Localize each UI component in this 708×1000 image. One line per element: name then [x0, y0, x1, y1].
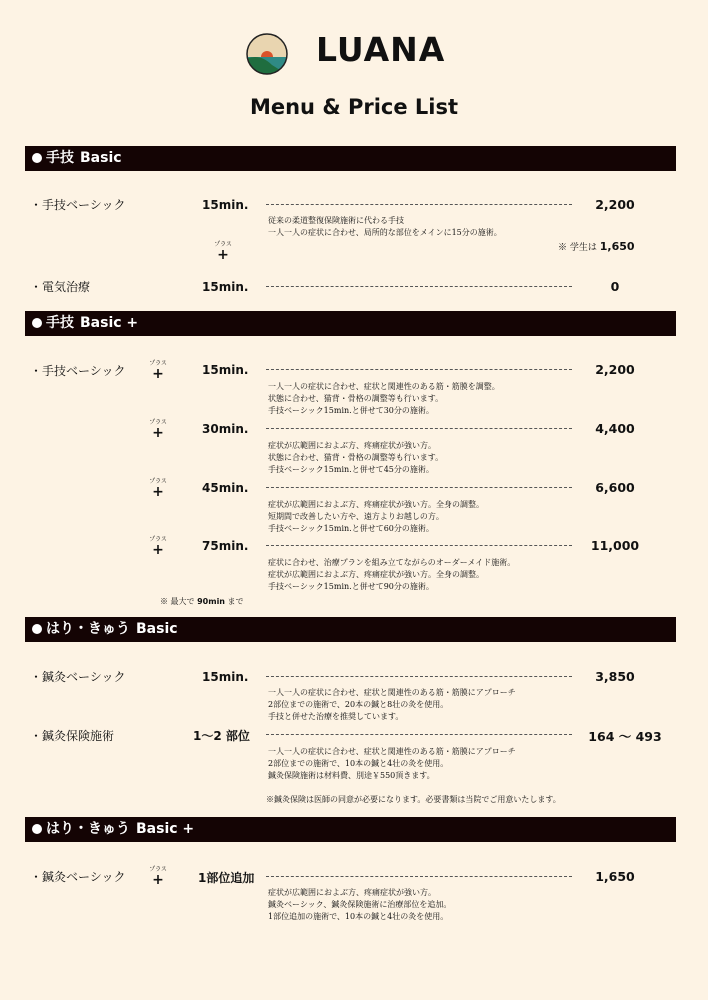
max-duration-note: ※ 最大で 90min まで — [160, 597, 244, 606]
plus-marker: プラス + — [149, 536, 167, 558]
menu-item-price: 2,200 — [595, 197, 635, 212]
leader-line — [266, 204, 572, 205]
menu-item-price: 6,600 — [595, 480, 635, 495]
leader-line — [266, 487, 572, 488]
menu-item-price: 4,400 — [595, 421, 635, 436]
menu-item-price: 164 〜 493 — [588, 729, 662, 744]
insurance-note: ※鍼灸保険は医師の同意が必要になります。必要書類は当院でご用意いたします。 — [266, 795, 561, 804]
plus-marker: プラス + — [149, 866, 167, 888]
leader-line — [266, 545, 572, 546]
menu-item-description: 一人一人の症状に合わせ、症状と関連性のある筋・筋膜にアプローチ 2部位までの施術で、10本の鍼と4壮の灸を使用。 鍼灸保険施術は材料費、別途￥550頂きます。 — [268, 747, 516, 780]
menu-item-duration: 15min. — [202, 363, 249, 377]
menu-item-price: 2,200 — [595, 362, 635, 377]
menu-item-price: 0 — [610, 279, 620, 294]
bullet-dot-icon — [32, 624, 42, 634]
menu-item-name: ・手技ベーシック — [30, 364, 126, 378]
menu-item-duration: 15min. — [202, 198, 249, 212]
section-header-basic: 手技 Basic — [25, 146, 676, 171]
menu-item-description: 従来の柔道整復保険施術に代わる手技 一人一人の症状に合わせ、局所的な部位をメインに15分の施術。 — [268, 216, 502, 237]
bullet-dot-icon — [32, 318, 42, 328]
menu-item-description: 症状が広範囲におよぶ方、疼痛症状が強い方。 鍼灸ベーシック、鍼灸保険施術に治療部位を追加。 1部位追加の施術で、10本の鍼と4壮の灸を使用。 — [268, 888, 452, 921]
student-price: ※ 学生は 1,650 — [558, 240, 635, 253]
leader-line — [266, 734, 572, 735]
menu-item-duration: 45min. — [202, 481, 249, 495]
menu-item-name: ・電気治療 — [30, 280, 91, 294]
menu-item-name: ・手技ベーシック — [30, 198, 126, 212]
leader-line — [266, 286, 572, 287]
section-header-acupuncture-basic-plus: はり・きゅう Basic + — [25, 817, 676, 842]
leader-line — [266, 676, 572, 677]
plus-marker: プラス + — [149, 419, 167, 441]
menu-item-duration: 1〜2 部位 — [193, 729, 250, 743]
page-title: Menu & Price List — [249, 95, 459, 119]
brand-name: LUANA — [316, 30, 446, 69]
menu-item-duration: 15min. — [202, 280, 249, 294]
menu-item-duration: 75min. — [202, 539, 249, 553]
menu-item-name: ・鍼灸ベーシック — [30, 870, 126, 884]
menu-item-description: 症状が広範囲におよぶ方、疼痛症状が強い方。全身の調整。 短期間で改善したい方や、遠方よりお越しの方。 手技ベーシック15min.と併せて60分の施術。 — [268, 500, 484, 533]
section-header-basic-plus: 手技 Basic + — [25, 311, 676, 336]
menu-item-description: 症状に合わせ、治療プランを組み立てながらのオーダーメイド施術。 症状が広範囲におよぶ方、疼痛症状が強い方。全身の調整。 手技ベーシック15min.と併せて90分の施術。 — [268, 558, 516, 591]
leader-line — [266, 369, 572, 370]
menu-item-duration: 30min. — [202, 422, 249, 436]
menu-item-description: 症状が広範囲におよぶ方、疼痛症状が強い方。 状態に合わせ、猫背・骨格の調整等も行います。 手技ベーシック15min.と併せて45分の施術。 — [268, 441, 444, 474]
menu-item-name: ・鍼灸ベーシック — [30, 670, 126, 684]
plus-marker: プラス + — [214, 241, 232, 263]
sunset-landscape-icon — [246, 33, 288, 75]
bullet-dot-icon — [32, 824, 42, 834]
plus-marker: プラス + — [149, 360, 167, 382]
leader-line — [266, 876, 572, 877]
leader-line — [266, 428, 572, 429]
menu-item-price: 11,000 — [590, 538, 640, 553]
menu-item-description: 一人一人の症状に合わせ、症状と関連性のある筋・筋膜にアプローチ 2部位までの施術で、20本の鍼と8壮の灸を使用。 手技と併せた治療を推奨しています。 — [268, 688, 516, 721]
menu-item-duration: 15min. — [202, 670, 249, 684]
section-header-acupuncture-basic: はり・きゅう Basic — [25, 617, 676, 642]
menu-item-description: 一人一人の症状に合わせ、症状と関連性のある筋・筋膜を調整。 状態に合わせ、猫背・骨格の調整等も行います。 手技ベーシック15min.と併せて30分の施術。 — [268, 382, 500, 415]
plus-marker: プラス + — [149, 478, 167, 500]
menu-item-price: 1,650 — [595, 869, 635, 884]
menu-item-price: 3,850 — [595, 669, 635, 684]
menu-item-name: ・鍼灸保険施術 — [30, 729, 115, 743]
bullet-dot-icon — [32, 153, 42, 163]
menu-item-duration: 1部位追加 — [198, 871, 255, 885]
